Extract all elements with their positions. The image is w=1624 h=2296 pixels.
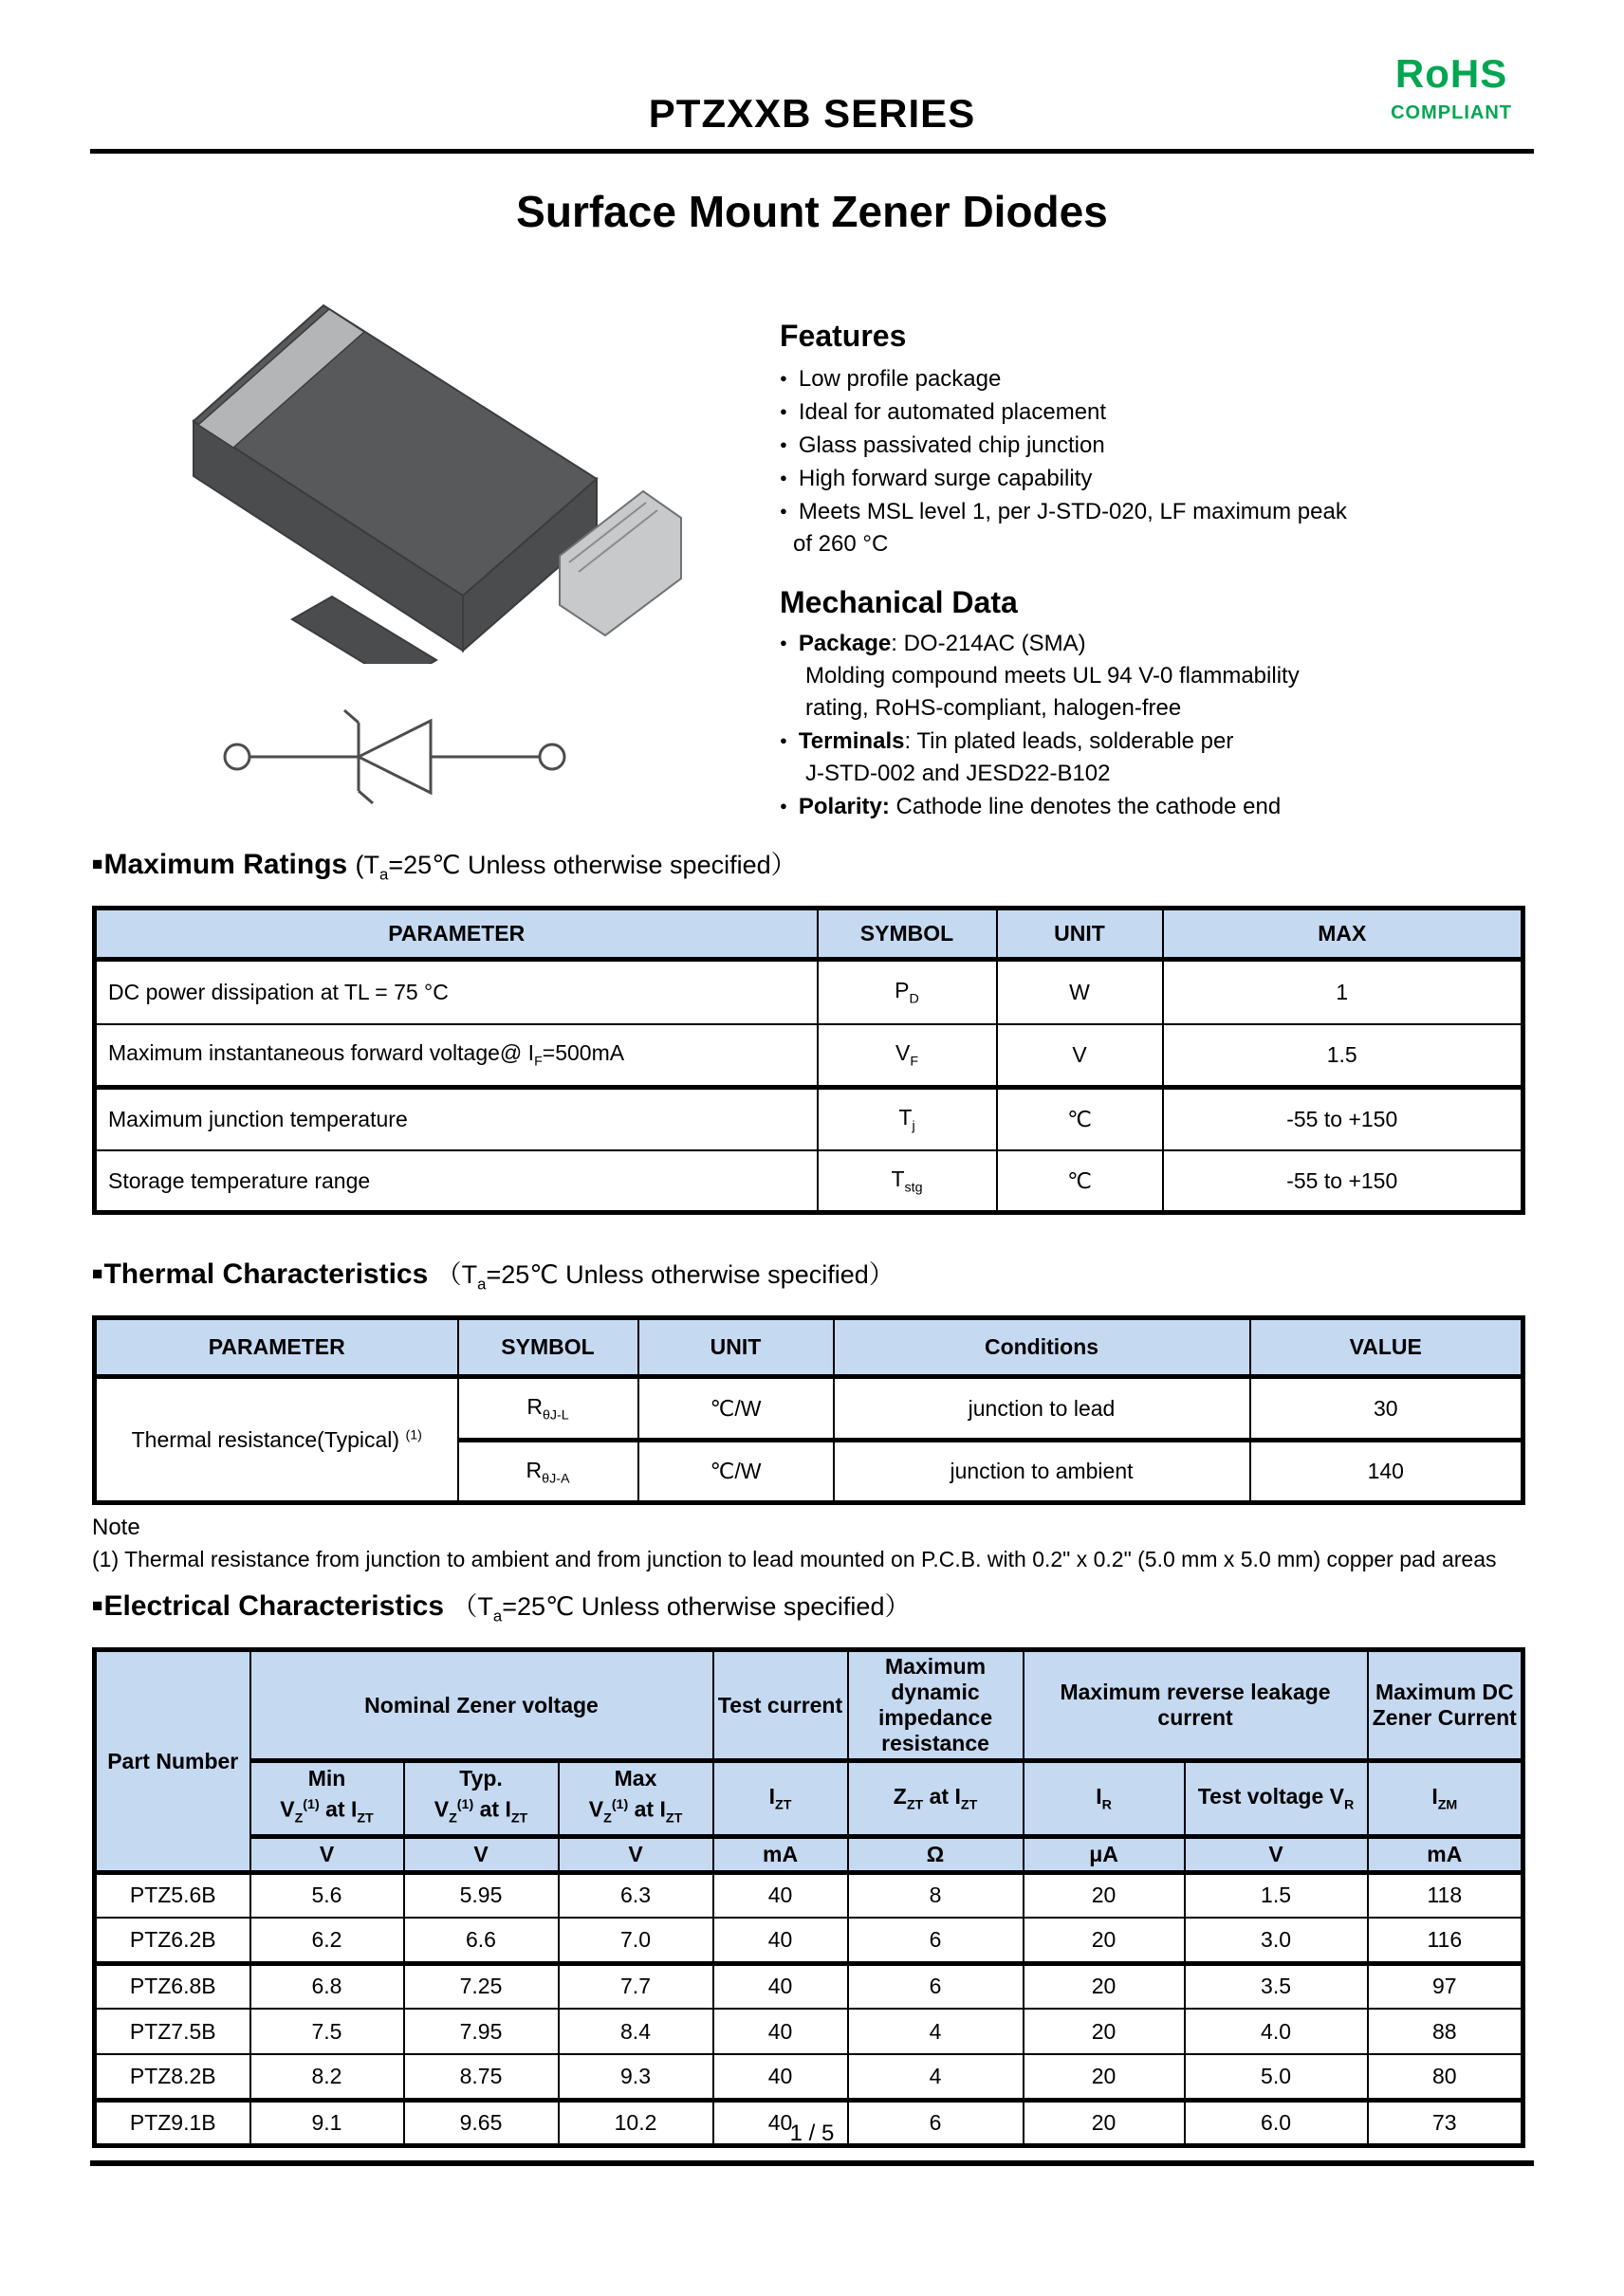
mechanical-list	[780, 627, 1539, 823]
cell-value: 73	[1368, 2100, 1523, 2145]
sub-header-izm: $I_{ZM}$	[1368, 1761, 1523, 1836]
section-heading	[92, 848, 1529, 891]
max-ratings-table	[92, 906, 1525, 1215]
right-column	[780, 319, 1539, 823]
feature-text: Low profile package	[798, 366, 1002, 392]
cell-value: 40	[713, 1963, 848, 2009]
cell-unit: ℃/W	[638, 1377, 834, 1441]
cell-value: 6.6	[404, 1918, 559, 1963]
table-row	[95, 2009, 1523, 2054]
zener-symbol-diagram	[220, 707, 569, 806]
bullet-icon: ●	[780, 404, 787, 418]
cell-value: 3.5	[1185, 1963, 1368, 2009]
table-row	[95, 1377, 1523, 1441]
section-title: Maximum Ratings	[103, 849, 348, 880]
rohs-compliant-label: COMPLIANT	[1391, 102, 1512, 123]
cell-value: 6	[848, 1918, 1024, 1963]
mech-item-label: Package	[798, 631, 892, 656]
section-title: Thermal Characteristics	[103, 1258, 429, 1290]
table-row	[95, 1918, 1523, 1963]
unit-cell: V	[404, 1836, 559, 1872]
cell-value: 5.6	[250, 1872, 404, 1918]
cell-parameter: Maximum instantaneous forward voltage@ $I_F=500mA$	[95, 1024, 818, 1088]
cell-part-number: PTZ6.8B	[95, 1963, 250, 2009]
col-header-part-number: Part Number	[95, 1650, 250, 1872]
cell-parameter: Maximum junction temperature	[95, 1088, 818, 1150]
cell-max: 1	[1163, 960, 1523, 1024]
bullet-icon: ●	[780, 437, 787, 451]
section-thermal-characteristics	[92, 1258, 1529, 1572]
cell-parameter: Thermal resistance(Typical) $^{(1)}$	[95, 1377, 458, 1503]
sub-header-test-voltage-vr: Test voltage $V_R$	[1185, 1761, 1368, 1836]
cell-part-number: PTZ6.2B	[95, 1918, 250, 1963]
header-rule	[90, 149, 1534, 154]
cell-value: 9.65	[404, 2100, 559, 2145]
unit-cell: mA	[1368, 1836, 1523, 1872]
cell-symbol: $T_j$	[818, 1088, 997, 1150]
cell-unit: ℃	[997, 1150, 1163, 1213]
group-header-max-dc-zener-current: Maximum DC Zener Current	[1368, 1650, 1523, 1761]
col-header-symbol: SYMBOL	[458, 1318, 638, 1377]
cell-parameter: DC power dissipation at TL = 75 °C	[95, 960, 818, 1024]
feature-text: Ideal for automated placement	[798, 399, 1107, 425]
col-header-parameter: PARAMETER	[95, 909, 818, 960]
cell-conditions: junction to ambient	[834, 1441, 1250, 1503]
col-header-value: VALUE	[1250, 1318, 1523, 1377]
mech-item-line: rating, RoHS-compliant, halogen-free	[805, 695, 1182, 721]
cell-max: 1.5	[1163, 1024, 1523, 1088]
mech-item-line: Molding compound meets UL 94 V-0 flammability	[805, 663, 1300, 689]
cell-symbol: $R_{\theta J-A}$	[458, 1441, 638, 1503]
cell-value: 6.0	[1185, 2100, 1368, 2145]
cell-unit: V	[997, 1024, 1163, 1088]
cell-value: 9.3	[559, 2054, 713, 2100]
feature-item	[780, 495, 1539, 528]
cell-value: 7.7	[559, 1963, 713, 2009]
col-header-conditions: Conditions	[834, 1318, 1250, 1377]
cell-value: 6.8	[250, 1963, 404, 2009]
mech-item-line: J-STD-002 and JESD22-B102	[805, 761, 1111, 786]
col-header-symbol: SYMBOL	[818, 909, 997, 960]
feature-item	[780, 429, 1539, 462]
section-heading	[92, 1258, 1529, 1301]
mech-item	[780, 725, 1539, 758]
cell-symbol: $V_F$	[818, 1024, 997, 1088]
cell-value: 1.5	[1185, 1872, 1368, 1918]
col-header-parameter: PARAMETER	[95, 1318, 458, 1377]
terminal-circle	[540, 744, 564, 769]
bullet-icon: ●	[780, 504, 787, 518]
table-row	[95, 1963, 1523, 2009]
cell-value: 7.0	[559, 1918, 713, 1963]
mechanical-data-block	[780, 585, 1539, 823]
footer-rule	[90, 2160, 1534, 2166]
section-condition: ($T_a=25℃$ Unless otherwise specified）	[355, 851, 797, 884]
cell-symbol: $R_{\theta J-L}$	[458, 1377, 638, 1441]
col-header-unit: UNIT	[997, 909, 1163, 960]
cell-part-number: PTZ8.2B	[95, 2054, 250, 2100]
section-heading	[92, 1589, 1529, 1633]
section-electrical-characteristics	[92, 1589, 1529, 2148]
cell-parameter: Storage temperature range	[95, 1150, 818, 1213]
feature-text: High forward surge capability	[798, 466, 1093, 491]
terminal-circle	[225, 744, 249, 769]
cell-value: 88	[1368, 2009, 1523, 2054]
table-row	[95, 2054, 1523, 2100]
mech-item	[780, 627, 1539, 660]
sub-header-izt: $I_{ZT}$	[713, 1761, 848, 1836]
cell-conditions: junction to lead	[834, 1377, 1250, 1441]
mechanical-heading: Mechanical Data	[780, 585, 1018, 619]
cell-value: 5.95	[404, 1872, 559, 1918]
col-header-unit: UNIT	[638, 1318, 834, 1377]
cell-value: 5.0	[1185, 2054, 1368, 2100]
cell-value: 8.4	[559, 2009, 713, 2054]
package-3d-image	[121, 273, 744, 664]
mech-item-label: Terminals	[798, 728, 905, 754]
square-bullet-icon: ■	[92, 1264, 103, 1284]
cell-max: -55 to +150	[1163, 1150, 1523, 1213]
section-condition: （$T_a=25℃$ Unless otherwise specified）	[435, 1260, 895, 1294]
mech-item-text: : DO-214AC (SMA)	[891, 631, 1086, 656]
bullet-icon: ●	[780, 799, 787, 813]
table-row	[95, 1088, 1523, 1150]
series-title: PTZXXB SERIES	[648, 91, 976, 136]
cell-value: 97	[1368, 1963, 1523, 2009]
cell-value: 6.2	[250, 1918, 404, 1963]
features-list	[780, 362, 1539, 560]
cell-value: 40	[713, 1872, 848, 1918]
cell-value: 40	[713, 2054, 848, 2100]
cell-value: 7.25	[404, 1963, 559, 2009]
cell-value: 116	[1368, 1918, 1523, 1963]
group-header-max-reverse-leakage: Maximum reverse leakage current	[1024, 1650, 1368, 1761]
cell-part-number: PTZ9.1B	[95, 2100, 250, 2145]
sub-header-max: Max $V_Z^{(1)}$ at $I_{ZT}$	[559, 1761, 713, 1836]
unit-cell: V	[250, 1836, 404, 1872]
unit-cell: V	[559, 1836, 713, 1872]
cell-value: 8.75	[404, 2054, 559, 2100]
cell-value: 3.0	[1185, 1918, 1368, 1963]
cell-value: 140	[1250, 1441, 1523, 1503]
cell-value: 20	[1024, 1872, 1185, 1918]
cell-symbol: $P_D$	[818, 960, 997, 1024]
section-title: Electrical Characteristics	[103, 1590, 445, 1622]
cell-value: 6	[848, 1963, 1024, 2009]
sub-header-zzt: $Z_{ZT}$ at $I_{ZT}$	[848, 1761, 1024, 1836]
mech-item	[780, 790, 1539, 823]
note-label: Note	[92, 1515, 140, 1541]
mech-item-text: Cathode line denotes the cathode end	[889, 794, 1282, 819]
sub-header-typ: Typ. $V_Z^{(1)}$ at $I_{ZT}$	[404, 1761, 559, 1836]
note-text: (1) Thermal resistance from junction to ambient and from junction to lead mounted on P.C.B. with 0.2" x 0.2" (5.0 mm x 5.0 mm) copper pad areas	[92, 1547, 1497, 1572]
unit-cell: Ω	[848, 1836, 1024, 1872]
cell-unit: ℃	[997, 1088, 1163, 1150]
cell-value: 4	[848, 2009, 1024, 2054]
cell-value: 20	[1024, 1918, 1185, 1963]
bullet-icon: ●	[780, 371, 787, 385]
mech-item-label: Polarity:	[798, 794, 890, 819]
cell-value: 30	[1250, 1377, 1523, 1441]
unit-cell: mA	[713, 1836, 848, 1872]
square-bullet-icon: ■	[92, 1596, 103, 1616]
section-maximum-ratings	[92, 848, 1529, 1215]
col-header-max: MAX	[1163, 909, 1523, 960]
cell-value: 8	[848, 1872, 1024, 1918]
cell-max: -55 to +150	[1163, 1088, 1523, 1150]
cell-unit: ℃/W	[638, 1441, 834, 1503]
bullet-icon: ●	[780, 733, 787, 747]
group-header-max-dynamic-impedance: Maximum dynamic impedance resistance	[848, 1650, 1024, 1761]
cell-value: 20	[1024, 2054, 1185, 2100]
cell-unit: W	[997, 960, 1163, 1024]
feature-item	[780, 362, 1539, 395]
cell-value: 7.95	[404, 2009, 559, 2054]
feature-text: Meets MSL level 1, per J-STD-020, LF maximum peak	[798, 499, 1347, 524]
cell-value: 40	[713, 2100, 848, 2145]
cell-value: 6.3	[559, 1872, 713, 1918]
cell-value: 80	[1368, 2054, 1523, 2100]
table-row	[95, 960, 1523, 1024]
cell-value: 20	[1024, 2009, 1185, 2054]
group-header-nominal-zener-voltage: Nominal Zener voltage	[250, 1650, 713, 1761]
feature-item	[780, 395, 1539, 429]
page-title: Surface Mount Zener Diodes	[516, 187, 1108, 236]
electrical-table	[92, 1647, 1525, 2147]
sub-header-ir: $I_R$	[1024, 1761, 1185, 1836]
cell-value: 6	[848, 2100, 1024, 2145]
cell-value: 7.5	[250, 2009, 404, 2054]
table-row	[95, 1024, 1523, 1088]
group-header-test-current: Test current	[713, 1650, 848, 1761]
bullet-icon: ●	[780, 470, 787, 485]
feature-item-continuation: of 260 °C	[793, 531, 889, 557]
cell-value: 118	[1368, 1872, 1523, 1918]
cell-part-number: PTZ7.5B	[95, 2009, 250, 2054]
feature-item	[780, 462, 1539, 495]
feature-text: Glass passivated chip junction	[798, 432, 1105, 458]
mech-item-text: : Tin plated leads, solderable per	[904, 728, 1234, 754]
rohs-label: RoHS	[1394, 51, 1508, 96]
sub-header-min: Min $V_Z^{(1)}$ at $I_{ZT}$	[250, 1761, 404, 1836]
cell-symbol: $T_{stg}$	[818, 1150, 997, 1213]
cell-value: 20	[1024, 2100, 1185, 2145]
table-row	[95, 1872, 1523, 1918]
cell-value: 8.2	[250, 2054, 404, 2100]
table-row	[95, 1150, 1523, 1213]
unit-cell: μA	[1024, 1836, 1185, 1872]
rohs-badge	[1391, 53, 1512, 124]
features-heading: Features	[780, 319, 907, 353]
cell-value: 9.1	[250, 2100, 404, 2145]
cell-value: 10.2	[559, 2100, 713, 2145]
cell-value: 40	[713, 2009, 848, 2054]
page-number: 1 / 5	[789, 2121, 835, 2146]
cell-value: 4	[848, 2054, 1024, 2100]
cell-value: 4.0	[1185, 2009, 1368, 2054]
thermal-table	[92, 1315, 1525, 1505]
section-condition: （$T_a=25℃$ Unless otherwise specified）	[452, 1592, 911, 1626]
cell-part-number: PTZ5.6B	[95, 1872, 250, 1918]
square-bullet-icon: ■	[92, 854, 103, 874]
cell-value: 20	[1024, 1963, 1185, 2009]
bullet-icon: ●	[780, 635, 787, 650]
unit-cell: V	[1185, 1836, 1368, 1872]
cell-value: 40	[713, 1918, 848, 1963]
